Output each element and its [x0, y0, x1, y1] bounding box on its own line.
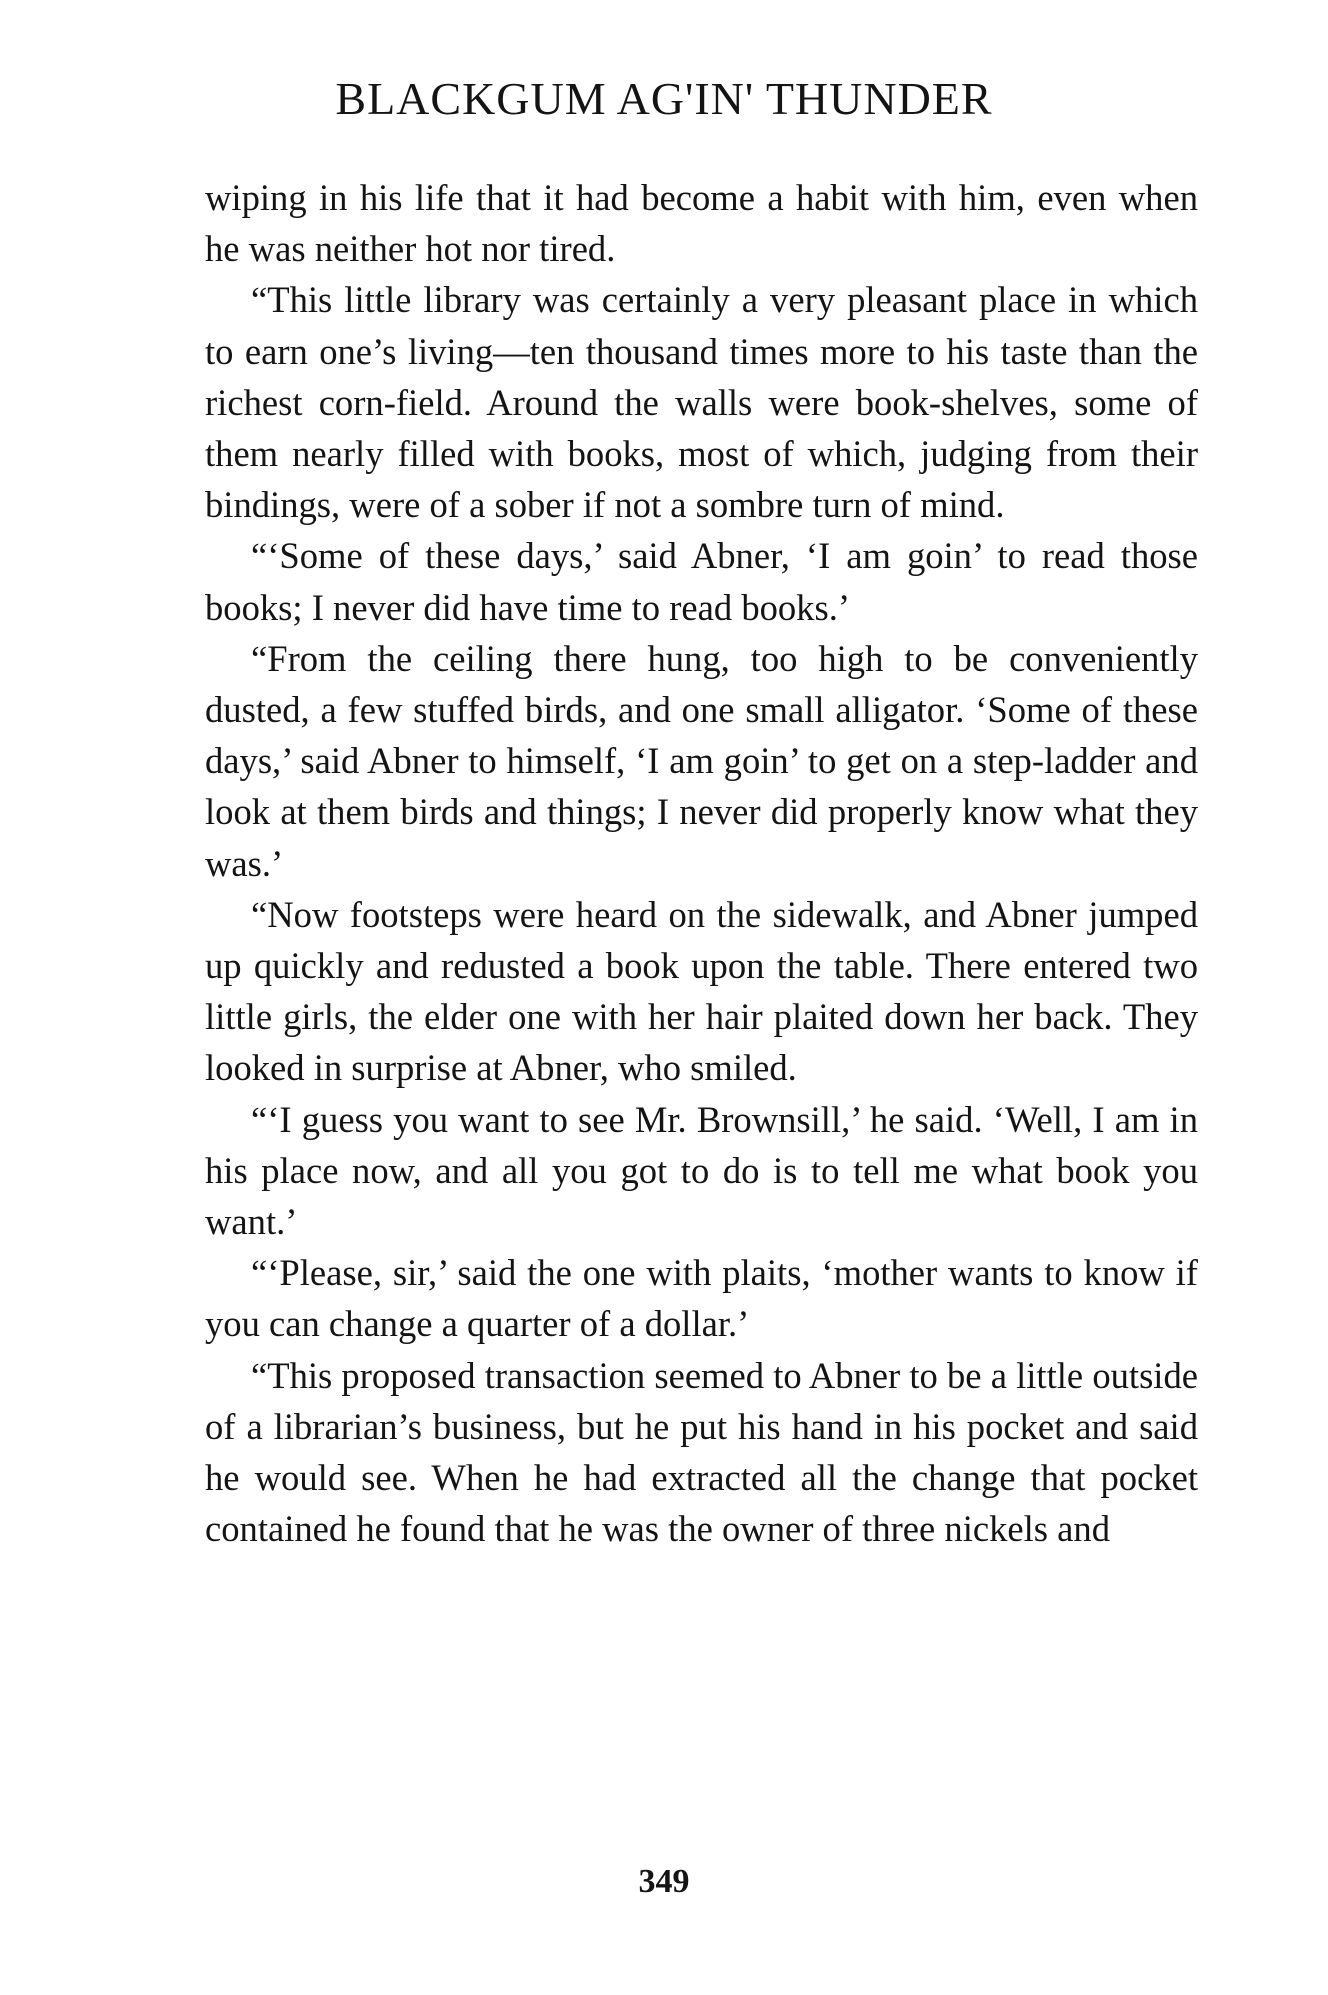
paragraph: “This little library was certainly a very pleasant place in which to earn one’s living—ten thousand times more to his taste than the richest corn-field. Around the walls were book-shelves, some of them nearly filled with books, most of which, judging from their bindings, were of a sober if not a sombre turn of mind.: [205, 279, 1198, 526]
paragraph: “‘I guess you want to see Mr. Brownsill,’ he said. ‘Well, I am in his place now, and all you got to do is to tell me what book you want.’: [205, 1098, 1198, 1243]
paragraph: “This proposed transaction seemed to Abner to be a little outside of a librarian’s business, but he put his hand in his pocket and said he would see. When he had extracted all the change that pocket contained he found that he was the owner of three nickels and: [205, 1354, 1198, 1550]
running-head: BLACKGUM AG'IN' THUNDER: [335, 73, 993, 124]
paragraph: “‘Some of these days,’ said Abner, ‘I am goin’ to read those books; I never did have time to read books.’: [205, 535, 1198, 628]
paragraph: “Now footsteps were heard on the sidewalk, and Abner jumped up quickly and redusted a book upon the table. There entered two little girls, the elder one with her hair plaited down her back. They looked in surprise at Abner, who smiled.: [205, 893, 1198, 1089]
paragraph: “From the ceiling there hung, too high to be conveniently dusted, a few stuffed birds, and one small alligator. ‘Some of these days,’ said Abner to himself, ‘I am goin’ to get on a step-ladder and look at them birds and things; I never did properly know what they was.’: [205, 637, 1198, 884]
page-number: 349: [638, 1863, 690, 1900]
body-text: [205, 172, 1198, 1554]
paragraph: wiping in his life that it had become a habit with him, even when he was neither hot nor tired.: [205, 177, 1198, 270]
paragraph: “‘Please, sir,’ said the one with plaits, ‘mother wants to know if you can change a quarter of a dollar.’: [205, 1252, 1198, 1345]
